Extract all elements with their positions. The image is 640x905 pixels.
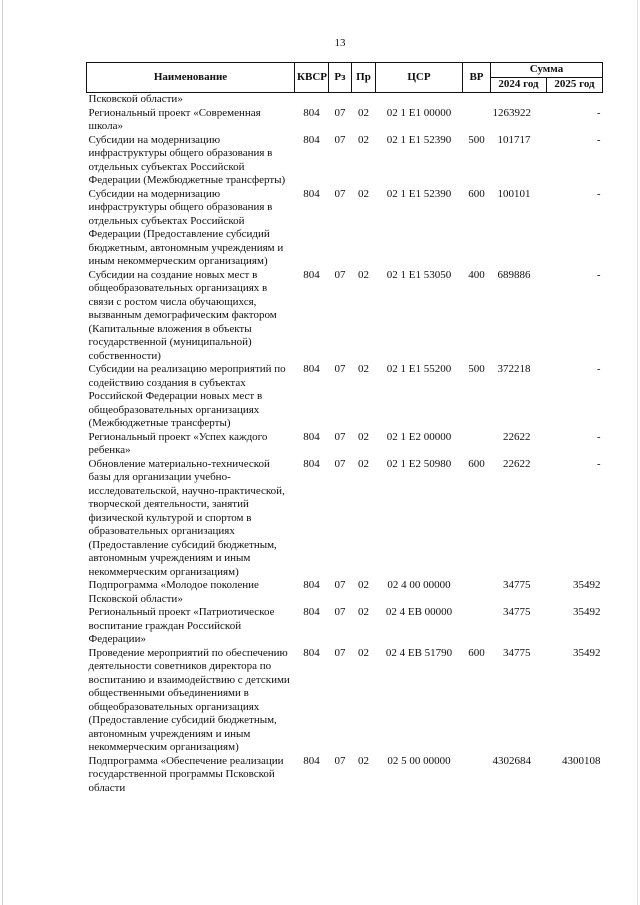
cell-vr: 600	[468, 187, 485, 200]
cell-csr: 02 1 E1 00000	[386, 106, 452, 119]
cell-y2025: 35492	[573, 646, 601, 659]
cell-kvsr	[295, 93, 329, 107]
cell-rz: 07	[334, 579, 346, 591]
cell-rz	[329, 93, 352, 107]
table-row	[87, 431, 603, 458]
cell-rz: 07	[334, 606, 346, 618]
cell-csr	[376, 93, 463, 107]
cell-pr: 02	[358, 457, 369, 470]
cell-vr: 500	[468, 133, 485, 146]
cell-vr	[463, 579, 491, 606]
table-row	[87, 458, 603, 580]
cell-vr: 600	[468, 457, 485, 470]
header-sum: Сумма	[491, 63, 603, 78]
cell-kvsr: 804	[303, 363, 320, 375]
cell-csr: 02 4 00 00000	[387, 579, 451, 591]
cell-y2024: 372218	[497, 363, 531, 375]
cell-y2024	[491, 93, 547, 107]
cell-y2024: 100101	[497, 187, 531, 200]
cell-y2024: 4302684	[492, 754, 531, 767]
header-vr: ВР	[463, 63, 491, 93]
cell-rz: 07	[334, 106, 346, 119]
cell-kvsr: 804	[303, 457, 320, 470]
cell-name: Субсидии на модернизацию инфраструктуры общего образования в отдельных субъектах Российской Федерации (Предоставление субсидий бюджетным, автономным учреждениям и иным некоммерческим организациям)	[88, 187, 284, 267]
cell-pr: 02	[358, 579, 369, 591]
page-number: 13	[334, 37, 346, 49]
cell-y2024: 1263922	[492, 106, 531, 119]
cell-rz: 07	[334, 268, 346, 281]
table-row	[87, 579, 603, 606]
cell-csr: 02 1 E1 52390	[386, 187, 452, 200]
cell-rz: 07	[334, 187, 346, 200]
table-header	[87, 63, 603, 93]
cell-csr: 02 1 E1 52390	[386, 133, 452, 146]
cell-name: Региональный проект «Успех каждого ребенка»	[88, 430, 268, 456]
page-edge-right	[637, 0, 638, 905]
cell-csr: 02 1 E1 55200	[386, 363, 452, 375]
cell-vr: 500	[468, 363, 485, 375]
table-row	[87, 107, 603, 134]
header-year-2025: 2025 год	[547, 78, 603, 93]
cell-rz: 07	[334, 430, 346, 443]
cell-pr: 02	[358, 268, 369, 281]
cell-y2024: 22622	[503, 430, 531, 443]
table-row	[87, 606, 603, 647]
table-row	[87, 647, 603, 755]
cell-y2025: 35492	[573, 579, 601, 591]
cell-y2025: 35492	[573, 606, 601, 618]
cell-y2025: -	[596, 363, 601, 375]
cell-pr: 02	[358, 187, 369, 200]
cell-y2024: 689886	[497, 268, 531, 281]
header-csr: ЦСР	[376, 63, 463, 93]
cell-pr: 02	[358, 106, 369, 119]
cell-name: Псковской области»	[88, 93, 183, 105]
cell-csr: 02 1 E2 50980	[386, 457, 452, 470]
cell-y2025: -	[596, 430, 601, 443]
cell-y2025: -	[596, 187, 601, 200]
cell-pr: 02	[358, 646, 369, 659]
cell-y2024: 34775	[503, 646, 531, 659]
cell-csr: 02 5 00 00000	[387, 754, 451, 767]
page-edge-left	[2, 0, 3, 905]
cell-name: Субсидии на реализацию мероприятий по содействию создания в субъектах Российской Федерации новых мест в общеобразовательных организациях (Межбюджетные трансферты)	[88, 363, 286, 429]
cell-rz: 07	[334, 754, 346, 767]
cell-vr	[463, 93, 491, 107]
cell-rz: 07	[334, 363, 346, 375]
cell-y2025: -	[596, 106, 601, 119]
table-row	[87, 755, 603, 796]
cell-pr: 02	[358, 363, 369, 375]
cell-name: Субсидии на создание новых мест в общеобразовательных организациях в связи с ростом числа обучающихся, вызванным демографическим фактором (Капитальные вложения в объекты государственной (муниципальной) собственности)	[88, 268, 277, 362]
cell-y2024: 22622	[503, 457, 531, 470]
cell-name: Региональный проект «Современная школа»	[88, 106, 261, 132]
cell-pr: 02	[358, 754, 369, 767]
cell-csr: 02 4 EB 51790	[385, 646, 453, 659]
table-row	[87, 269, 603, 364]
cell-y2025: 4300108	[562, 754, 601, 767]
cell-y2025	[547, 93, 603, 107]
cell-y2024: 34775	[503, 606, 531, 618]
cell-name: Проведение мероприятий по обеспечению деятельности советников директора по воспитанию и взаимодействию с детскими общественными объединениями в общеобразовательных организациях (Предоставление субсидий бюджетным, автономным учреждениям и иным некоммерческим организациям)	[88, 646, 290, 753]
cell-y2025: -	[596, 133, 601, 146]
cell-pr: 02	[358, 133, 369, 146]
cell-csr: 02 1 E1 53050	[386, 268, 452, 281]
cell-pr	[352, 93, 376, 107]
table-body	[87, 93, 603, 796]
cell-name: Подпрограмма «Обеспечение реализации государственной программы Псковской области	[88, 754, 284, 794]
header-year-2024: 2024 год	[491, 78, 547, 93]
cell-kvsr: 804	[303, 187, 320, 200]
header-name: Наименование	[87, 63, 295, 93]
header-pr: Пр	[352, 63, 376, 93]
cell-vr	[463, 755, 491, 796]
cell-rz: 07	[334, 646, 346, 659]
cell-y2025: -	[596, 268, 601, 281]
cell-kvsr: 804	[303, 430, 320, 443]
cell-vr	[463, 606, 491, 647]
cell-rz: 07	[334, 457, 346, 470]
cell-y2025: -	[596, 457, 601, 470]
cell-kvsr: 804	[303, 106, 320, 119]
cell-y2024: 101717	[497, 133, 531, 146]
cell-vr: 400	[468, 268, 485, 281]
cell-kvsr: 804	[303, 268, 320, 281]
cell-name: Субсидии на модернизацию инфраструктуры общего образования в отдельных субъектах Российской Федерации (Межбюджетные трансферты)	[88, 133, 286, 186]
cell-kvsr: 804	[303, 579, 320, 591]
cell-kvsr: 804	[303, 606, 320, 618]
cell-csr: 02 1 E2 00000	[386, 430, 452, 443]
cell-name: Региональный проект «Патриотическое воспитание граждан Российской Федерации»	[88, 606, 275, 645]
cell-vr	[463, 107, 491, 134]
cell-name: Обновление материально-технической базы для организации учебно-исследовательской, научно-практической, творческой деятельности, занятий физической культурой и спортом в образовательных организациях (Предоставление субсидий бюджетным, автономным учреждениям и иным некоммерческим организациям)	[88, 457, 285, 578]
cell-pr: 02	[358, 430, 369, 443]
cell-pr: 02	[358, 606, 369, 618]
header-rz: Рз	[329, 63, 352, 93]
table-row	[87, 134, 603, 188]
cell-y2024: 34775	[503, 579, 531, 591]
cell-kvsr: 804	[303, 754, 320, 767]
cell-name: Подпрограмма «Молодое поколение Псковской области»	[88, 579, 259, 605]
cell-csr: 02 4 EB 00000	[385, 606, 453, 618]
table-row	[87, 363, 603, 431]
header-kvsr: КВСР	[295, 63, 329, 93]
table-row	[87, 188, 603, 269]
cell-kvsr: 804	[303, 133, 320, 146]
budget-table	[86, 62, 603, 795]
cell-rz: 07	[334, 133, 346, 146]
cell-vr: 600	[468, 646, 485, 659]
cell-kvsr: 804	[303, 646, 320, 659]
table-row	[87, 93, 603, 107]
cell-vr	[463, 431, 491, 458]
